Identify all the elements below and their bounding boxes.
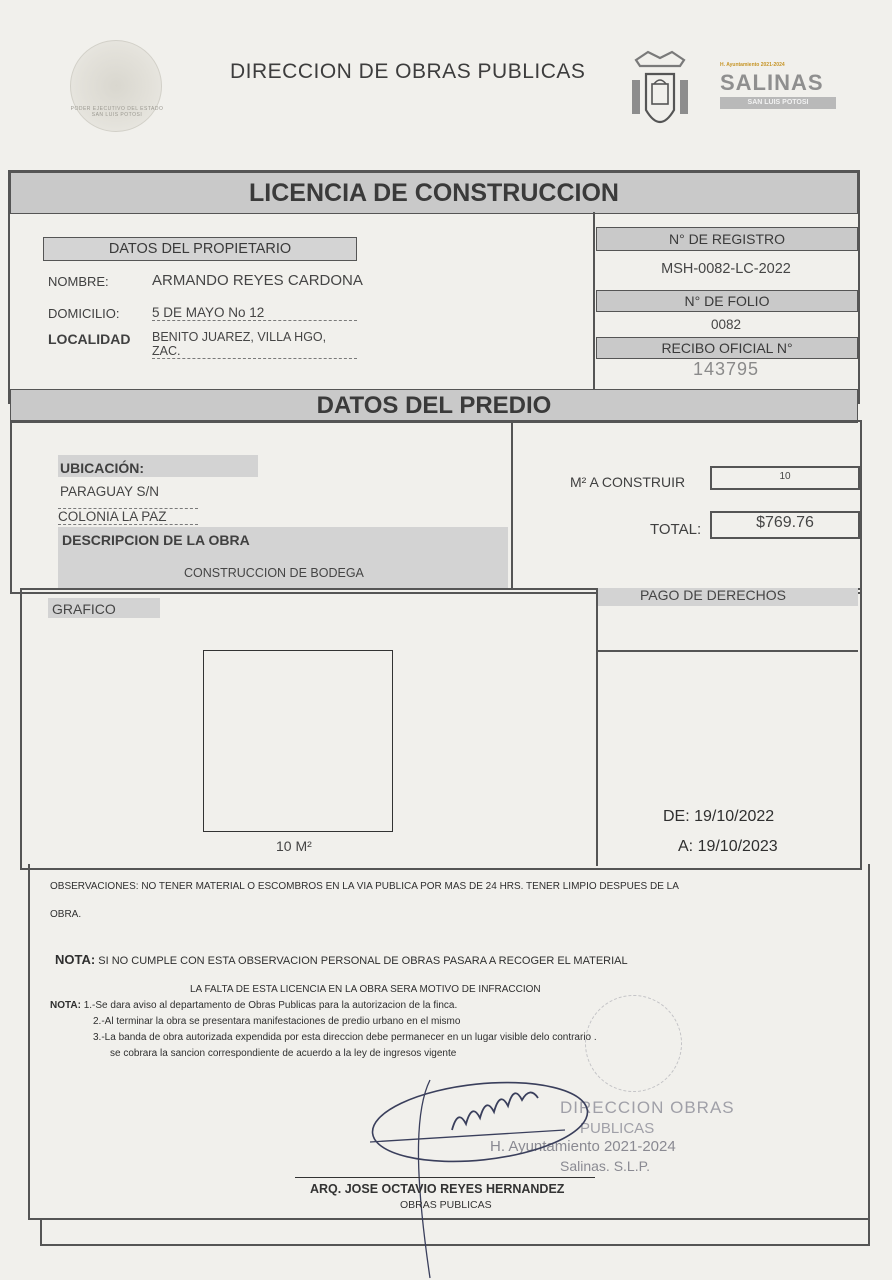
nota-label: NOTA: [55,952,96,967]
seal-caption: PODER EJECUTIVO DEL ESTADO SAN LUIS POTOSI [70,106,164,118]
nota-line [55,952,628,967]
observations-line1: OBSERVACIONES: NO TENER MATERIAL O ESCOMBROS EN LA VIA PUBLICA POR MAS DE 24 HRS. TENER LIMPIO DESPUES DE LA [50,881,679,892]
stamp-line2: PUBLICAS [580,1120,655,1137]
work-description-label: DESCRIPCION DE LA OBRA [62,532,250,548]
name-value: ARMANDO REYES CARDONA [152,272,363,289]
locality-value: BENITO JUAREZ, VILLA HGO, ZAC. [152,330,357,359]
observations-line2: OBRA. [50,909,82,920]
location-label: UBICACIÓN: [60,460,144,476]
valid-to: A: 19/10/2023 [678,838,778,855]
property-title: DATOS DEL PREDIO [10,389,858,423]
payment-divider [596,588,598,866]
address-label: DOMICILIO: [48,306,120,321]
payment-separator [598,650,858,652]
stamp-line4: Salinas. S.L.P. [560,1158,651,1174]
total-label: TOTAL: [650,521,702,538]
infraction-text: LA FALTA DE ESTA LICENCIA EN LA OBRA SERA MOTIVO DE INFRACCION [190,984,541,995]
site-plan-square [203,650,393,832]
note-item1: 1.-Se dara aviso al departamento de Obras Publicas para la autorizacion de la finca. [83,1000,458,1011]
note-item1-line [50,999,457,1012]
stamp-line3: H. Ayuntamiento 2021-2024 [490,1138,676,1155]
handwritten-signature-icon [360,1060,620,1280]
signature-line [295,1177,595,1178]
note-item3-cont: se cobrara la sancion correspondiente de acuerdo a la ley de ingresos vigente [110,1048,457,1059]
property-divider [511,420,513,590]
signer-role: OBRAS PUBLICAS [400,1199,492,1211]
area-caption: 10 M² [276,838,312,854]
municipality-emblem-icon [630,50,690,136]
nota-text: SI NO CUMPLE CON ESTA OBSERVACION PERSONAL DE OBRAS PASARA A RECOGER EL MATERIAL [98,955,628,967]
name-label: NOMBRE: [48,274,109,289]
state-seal-icon [70,40,162,132]
payment-title: PAGO DE DERECHOS [640,587,786,603]
state-banner: SAN LUIS POTOSI [720,97,836,109]
note-item3: 3.-La banda de obra autorizada expendida por esta direccion debe permanecer en un lugar visible delo contrario . [93,1032,597,1043]
m2-label: M² A CONSTRUIR [570,474,686,490]
location-line2: COLONIA LA PAZ [58,508,198,525]
register-divider [593,212,595,390]
receipt-label: RECIBO OFICIAL N° [596,337,858,359]
locality-label: LOCALIDAD [48,331,131,347]
license-title: LICENCIA DE CONSTRUCCION [10,172,858,214]
owner-section-title: DATOS DEL PROPIETARIO [43,237,357,261]
total-value: $769.76 [756,514,814,531]
stamp-line1: DIRECCION OBRAS [560,1098,735,1117]
note-item2: 2.-Al terminar la obra se presentara manifestaciones de predio urbano en el mismo [93,1016,461,1027]
department-title: DIRECCION DE OBRAS PUBLICAS [230,60,586,83]
receipt-value: 143795 [692,359,760,379]
folio-value: 0082 [710,317,742,332]
address-value: 5 DE MAYO No 12 [152,305,357,321]
municipality-name: SALINAS [720,70,824,95]
location-line1: PARAGUAY S/N [60,484,160,499]
registry-value: MSH-0082-LC-2022 [661,261,791,277]
signer-name: ARQ. JOSE OCTAVIO REYES HERNANDEZ [310,1182,565,1196]
folio-label: N° DE FOLIO [596,290,858,312]
graphic-label: GRAFICO [52,601,116,617]
graphic-payment-frame [20,588,862,870]
valid-from: DE: 19/10/2022 [663,808,775,825]
nota2-label: NOTA: [50,1000,81,1011]
registry-label: N° DE REGISTRO [596,227,858,251]
ayuntamiento-label: H. Ayuntamiento 2021-2024 [720,62,785,68]
m2-value: 10 [779,471,791,482]
work-description-value: CONSTRUCCION DE BODEGA [184,566,364,580]
